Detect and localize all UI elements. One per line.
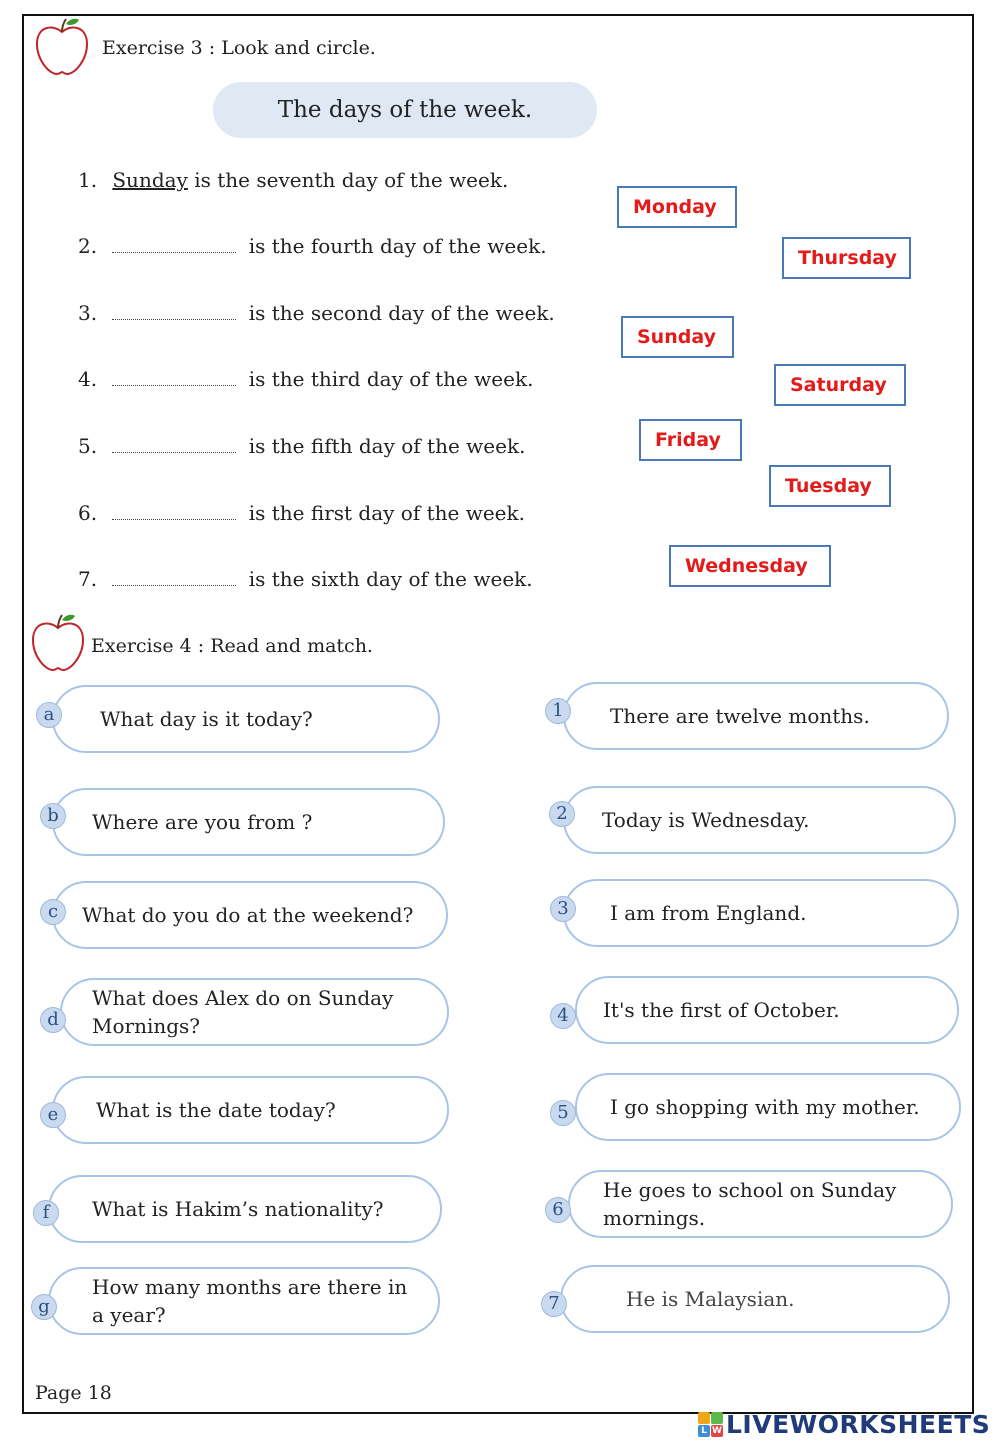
day-box-sunday[interactable]: Sunday — [621, 316, 734, 358]
page-number: Page 18 — [35, 1382, 112, 1404]
match-question-a[interactable] — [52, 685, 440, 753]
match-answer-3[interactable] — [563, 879, 959, 947]
question-row — [78, 567, 533, 591]
match-badge-3: 3 — [550, 896, 576, 922]
match-answer-5[interactable] — [575, 1073, 961, 1141]
question-text: is the fifth day of the week. — [248, 434, 526, 458]
match-answer-1[interactable] — [563, 682, 949, 750]
match-badge-d: d — [40, 1007, 66, 1033]
match-badge-2: 2 — [549, 801, 575, 827]
question-number: 4. — [78, 367, 98, 391]
match-answer-7[interactable] — [560, 1265, 950, 1333]
day-box-thursday[interactable]: Thursday — [782, 237, 911, 279]
match-question-text: Where are you from ? — [92, 810, 313, 834]
question-row — [78, 434, 525, 458]
match-question-f[interactable] — [48, 1175, 442, 1243]
day-box-monday[interactable]: Monday — [617, 186, 737, 228]
match-badge-1: 1 — [545, 698, 571, 724]
answer-blank[interactable] — [112, 575, 236, 586]
match-question-text: What do you do at the weekend? — [82, 903, 414, 927]
question-row — [78, 234, 547, 258]
day-box-friday[interactable]: Friday — [639, 419, 742, 461]
match-answer-text: I go shopping with my mother. — [610, 1095, 920, 1119]
brand-logo — [698, 1410, 990, 1439]
question-number: 3. — [78, 301, 98, 325]
match-badge-c: c — [40, 899, 66, 925]
question-row — [78, 301, 555, 325]
answer-blank[interactable] — [112, 509, 236, 520]
match-answer-text: He is Malaysian. — [626, 1287, 795, 1311]
question-number: 2. — [78, 234, 98, 258]
match-badge-e: e — [40, 1102, 66, 1128]
answer-blank[interactable] — [112, 375, 236, 386]
match-badge-g: g — [31, 1294, 57, 1320]
question-text: is the seventh day of the week. — [194, 168, 509, 192]
answer-blank[interactable] — [112, 442, 236, 453]
logo-letter: L — [698, 1425, 710, 1437]
question-number: 5. — [78, 434, 98, 458]
match-answer-text: I am from England. — [610, 901, 807, 925]
logo-letter: W — [712, 1426, 722, 1436]
question-row — [78, 168, 508, 192]
match-answer-2[interactable] — [563, 786, 956, 854]
match-badge-a: a — [36, 702, 62, 728]
match-question-d[interactable] — [60, 978, 449, 1046]
match-badge-7: 7 — [541, 1291, 567, 1317]
section-title: The days of the week. — [213, 82, 597, 138]
match-answer-text: He goes to school on Sunday mornings. — [603, 1178, 897, 1230]
day-box-saturday[interactable]: Saturday — [774, 364, 906, 406]
match-question-text: What does Alex do on Sunday Mornings? — [92, 986, 394, 1038]
match-question-c[interactable] — [52, 881, 448, 949]
match-badge-4: 4 — [550, 1003, 576, 1029]
match-answer-text: It's the first of October. — [603, 998, 840, 1022]
apple-icon — [29, 612, 87, 674]
match-question-text: What is Hakim’s nationality? — [92, 1197, 384, 1221]
match-answer-6[interactable] — [568, 1170, 953, 1238]
question-text: is the sixth day of the week. — [248, 567, 533, 591]
question-number: 7. — [78, 567, 98, 591]
question-number: 1. — [78, 168, 98, 192]
exercise3-heading: Exercise 3 : Look and circle. — [102, 37, 376, 59]
match-question-g[interactable] — [48, 1267, 440, 1335]
day-box-tuesday[interactable]: Tuesday — [769, 465, 891, 507]
match-badge-5: 5 — [550, 1100, 576, 1126]
logo-icon — [698, 1412, 723, 1437]
match-badge-6: 6 — [545, 1197, 571, 1223]
match-question-text: What is the date today? — [96, 1098, 336, 1122]
match-question-e[interactable] — [52, 1076, 449, 1144]
match-question-text: How many months are there in a year? — [92, 1275, 408, 1327]
match-answer-text: There are twelve months. — [610, 704, 870, 728]
answer-blank[interactable] — [112, 242, 236, 253]
question-number: 6. — [78, 501, 98, 525]
question-row — [78, 367, 533, 391]
match-answer-4[interactable] — [575, 976, 959, 1044]
match-badge-b: b — [40, 803, 66, 829]
match-answer-text: Today is Wednesday. — [602, 808, 810, 832]
apple-icon — [33, 16, 91, 78]
question-text: is the fourth day of the week. — [248, 234, 547, 258]
question-text: is the first day of the week. — [248, 501, 525, 525]
match-badge-f: f — [33, 1200, 59, 1226]
brand-name: LIVEWORKSHEETS — [726, 1410, 991, 1439]
question-text: is the third day of the week. — [248, 367, 534, 391]
match-question-text: What day is it today? — [100, 707, 313, 731]
question-text: is the second day of the week. — [248, 301, 555, 325]
day-box-wednesday[interactable]: Wednesday — [669, 545, 831, 587]
answer-text: Sunday — [112, 168, 188, 192]
question-row — [78, 501, 525, 525]
exercise4-heading: Exercise 4 : Read and match. — [91, 635, 373, 657]
match-question-b[interactable] — [52, 788, 445, 856]
answer-blank[interactable] — [112, 309, 236, 320]
